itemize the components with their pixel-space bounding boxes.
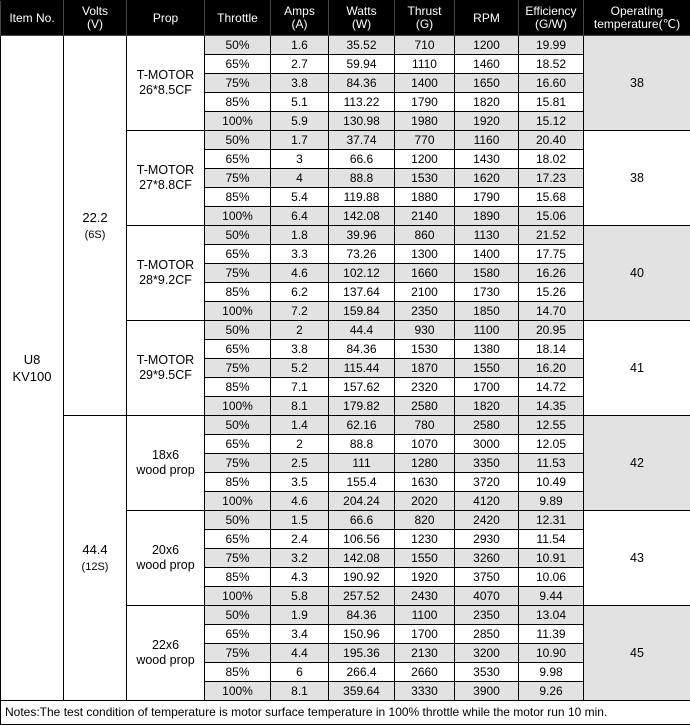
throttle-cell: 65%: [205, 245, 271, 264]
throttle-cell: 100%: [205, 112, 271, 131]
volts-value: 22.2: [82, 209, 108, 225]
temperature-cell: 41: [584, 321, 690, 416]
amps-cell: 5.2: [271, 359, 329, 378]
amps-cell: 2.7: [271, 55, 329, 74]
prop-name: 20x6: [151, 543, 180, 557]
amps-cell: 5.9: [271, 112, 329, 131]
rpm-cell: 1100: [455, 321, 519, 340]
thrust-cell: 1660: [395, 264, 455, 283]
amps-cell: 1.8: [271, 226, 329, 245]
efficiency-cell: 12.05: [519, 435, 584, 454]
watts-cell: 66.6: [329, 511, 395, 530]
efficiency-cell: 17.23: [519, 169, 584, 188]
thrust-cell: 3330: [395, 682, 455, 701]
watts-cell: 84.36: [329, 74, 395, 93]
header-text: Prop: [152, 10, 179, 25]
efficiency-cell: 14.72: [519, 378, 584, 397]
watts-cell: 66.6: [329, 150, 395, 169]
rpm-cell: 1920: [455, 112, 519, 131]
thrust-cell: 1070: [395, 435, 455, 454]
amps-cell: 3: [271, 150, 329, 169]
thrust-cell: 2140: [395, 207, 455, 226]
rpm-cell: 1700: [455, 378, 519, 397]
watts-cell: 113.22: [329, 93, 395, 112]
prop-cell: [127, 511, 205, 606]
volts-cell: [64, 36, 127, 416]
header-text: temperature(℃): [593, 17, 681, 31]
amps-cell: 7.2: [271, 302, 329, 321]
watts-cell: 150.96: [329, 625, 395, 644]
watts-cell: 195.36: [329, 644, 395, 663]
throttle-cell: 65%: [205, 340, 271, 359]
thrust-cell: 1980: [395, 112, 455, 131]
efficiency-cell: 18.14: [519, 340, 584, 359]
prop-name: T-MOTOR: [136, 353, 195, 367]
throttle-cell: 50%: [205, 226, 271, 245]
throttle-cell: 50%: [205, 321, 271, 340]
throttle-cell: 75%: [205, 264, 271, 283]
rpm-cell: 2420: [455, 511, 519, 530]
rpm-cell: 3260: [455, 549, 519, 568]
efficiency-cell: 9.98: [519, 663, 584, 682]
prop-name: 27*8.8CF: [139, 178, 192, 192]
header-temperature: [584, 1, 690, 36]
amps-cell: 1.9: [271, 606, 329, 625]
prop-name: 28*9.2CF: [139, 273, 192, 287]
header-text: Watts: [346, 4, 377, 18]
rpm-cell: 1430: [455, 150, 519, 169]
throttle-cell: 85%: [205, 283, 271, 302]
prop-name: 26*8.5CF: [139, 83, 192, 97]
prop-cell: [127, 226, 205, 321]
amps-cell: 6.2: [271, 283, 329, 302]
efficiency-cell: 15.68: [519, 188, 584, 207]
amps-cell: 6: [271, 663, 329, 682]
amps-cell: 7.1: [271, 378, 329, 397]
throttle-cell: 85%: [205, 378, 271, 397]
thrust-cell: 1280: [395, 454, 455, 473]
efficiency-cell: 17.75: [519, 245, 584, 264]
cell-count: (6S): [84, 228, 106, 241]
volts-cell: [64, 416, 127, 701]
amps-cell: 4.6: [271, 492, 329, 511]
item-no-cell: [1, 36, 64, 701]
thrust-cell: 1790: [395, 93, 455, 112]
amps-cell: 3.8: [271, 340, 329, 359]
efficiency-cell: 21.52: [519, 226, 584, 245]
header-watts: [329, 1, 395, 36]
rpm-cell: 1160: [455, 131, 519, 150]
efficiency-cell: 14.35: [519, 397, 584, 416]
header-text: (G/W): [535, 17, 567, 31]
prop-cell: [127, 416, 205, 511]
thrust-cell: 2320: [395, 378, 455, 397]
rpm-cell: 4120: [455, 492, 519, 511]
prop-cell: [127, 321, 205, 416]
throttle-cell: 75%: [205, 549, 271, 568]
amps-cell: 4.3: [271, 568, 329, 587]
thrust-cell: 1530: [395, 169, 455, 188]
amps-cell: 5.1: [271, 93, 329, 112]
watts-cell: 88.8: [329, 435, 395, 454]
throttle-cell: 65%: [205, 435, 271, 454]
watts-cell: 111: [329, 454, 395, 473]
temperature-cell: 38: [584, 131, 690, 226]
amps-cell: 3.5: [271, 473, 329, 492]
thrust-cell: 1200: [395, 150, 455, 169]
efficiency-cell: 20.95: [519, 321, 584, 340]
header-text: Volts: [81, 4, 108, 18]
amps-cell: 3.8: [271, 74, 329, 93]
watts-cell: 159.84: [329, 302, 395, 321]
thrust-cell: 1920: [395, 568, 455, 587]
efficiency-cell: 9.44: [519, 587, 584, 606]
temperature-cell: 40: [584, 226, 690, 321]
amps-cell: 1.5: [271, 511, 329, 530]
amps-cell: 2: [271, 435, 329, 454]
thrust-cell: 1880: [395, 188, 455, 207]
watts-cell: 115.44: [329, 359, 395, 378]
efficiency-cell: 10.91: [519, 549, 584, 568]
watts-cell: 84.36: [329, 606, 395, 625]
throttle-cell: 85%: [205, 663, 271, 682]
efficiency-cell: 18.02: [519, 150, 584, 169]
thrust-cell: 1300: [395, 245, 455, 264]
amps-cell: 6.4: [271, 207, 329, 226]
notes-row: [1, 701, 690, 725]
watts-cell: 266.4: [329, 663, 395, 682]
rpm-cell: 3350: [455, 454, 519, 473]
watts-cell: 84.36: [329, 340, 395, 359]
table-row: [1, 416, 690, 435]
rpm-cell: 1460: [455, 55, 519, 74]
rpm-cell: 2850: [455, 625, 519, 644]
header-text: Thrust: [407, 4, 442, 18]
rpm-cell: 3750: [455, 568, 519, 587]
header-text: RPM: [473, 10, 500, 25]
watts-cell: 137.64: [329, 283, 395, 302]
thrust-cell: 2580: [395, 397, 455, 416]
thrust-cell: 1400: [395, 74, 455, 93]
thrust-cell: 710: [395, 36, 455, 55]
watts-cell: 62.16: [329, 416, 395, 435]
rpm-cell: 3720: [455, 473, 519, 492]
thrust-cell: 770: [395, 131, 455, 150]
rpm-cell: 3200: [455, 644, 519, 663]
prop-name: T-MOTOR: [136, 258, 195, 272]
throttle-cell: 75%: [205, 74, 271, 93]
efficiency-cell: 13.04: [519, 606, 584, 625]
throttle-cell: 75%: [205, 169, 271, 188]
thrust-cell: 820: [395, 511, 455, 530]
prop-cell: [127, 606, 205, 701]
amps-cell: 5.8: [271, 587, 329, 606]
amps-cell: 8.1: [271, 682, 329, 701]
efficiency-cell: 9.26: [519, 682, 584, 701]
temperature-cell: 45: [584, 606, 690, 701]
item-no-text: U8: [23, 352, 41, 367]
header-text: Throttle: [217, 10, 258, 25]
watts-cell: 39.96: [329, 226, 395, 245]
rpm-cell: 2580: [455, 416, 519, 435]
rpm-cell: 3900: [455, 682, 519, 701]
prop-name: 29*9.5CF: [139, 368, 192, 382]
amps-cell: 2.4: [271, 530, 329, 549]
prop-name: wood prop: [136, 463, 195, 477]
throttle-cell: 100%: [205, 302, 271, 321]
amps-cell: 5.4: [271, 188, 329, 207]
amps-cell: 1.7: [271, 131, 329, 150]
efficiency-cell: 18.52: [519, 55, 584, 74]
rpm-cell: 3530: [455, 663, 519, 682]
header-item-no: [1, 1, 64, 36]
header-text: (V): [87, 17, 103, 31]
watts-cell: 37.74: [329, 131, 395, 150]
efficiency-cell: 14.70: [519, 302, 584, 321]
watts-cell: 59.94: [329, 55, 395, 74]
thrust-cell: 1700: [395, 625, 455, 644]
efficiency-cell: 11.39: [519, 625, 584, 644]
efficiency-cell: 12.55: [519, 416, 584, 435]
thrust-cell: 2430: [395, 587, 455, 606]
header-row: [1, 1, 690, 36]
header-text: (G): [415, 17, 434, 31]
watts-cell: 257.52: [329, 587, 395, 606]
header-text: Amps: [284, 4, 315, 18]
efficiency-cell: 15.26: [519, 283, 584, 302]
watts-cell: 142.08: [329, 549, 395, 568]
prop-cell: [127, 131, 205, 226]
header-amps: [271, 1, 329, 36]
rpm-cell: 1400: [455, 245, 519, 264]
throttle-cell: 75%: [205, 644, 271, 663]
efficiency-cell: 10.90: [519, 644, 584, 663]
throttle-cell: 100%: [205, 397, 271, 416]
throttle-cell: 50%: [205, 416, 271, 435]
efficiency-cell: 15.12: [519, 112, 584, 131]
header-text: Efficiency: [525, 4, 577, 18]
watts-cell: 102.12: [329, 264, 395, 283]
amps-cell: 3.4: [271, 625, 329, 644]
efficiency-cell: 16.26: [519, 264, 584, 283]
prop-name: wood prop: [136, 653, 195, 667]
header-text: (A): [291, 17, 308, 31]
throttle-cell: 85%: [205, 93, 271, 112]
throttle-cell: 75%: [205, 454, 271, 473]
efficiency-cell: 12.31: [519, 511, 584, 530]
throttle-cell: 100%: [205, 587, 271, 606]
rpm-cell: 1890: [455, 207, 519, 226]
volts-value: 44.4: [82, 542, 108, 557]
efficiency-cell: 10.06: [519, 568, 584, 587]
amps-cell: 4.4: [271, 644, 329, 663]
rpm-cell: 1130: [455, 226, 519, 245]
throttle-cell: 85%: [205, 568, 271, 587]
amps-cell: 1.4: [271, 416, 329, 435]
prop-name: T-MOTOR: [136, 68, 195, 82]
watts-cell: 44.4: [329, 321, 395, 340]
rpm-cell: 1380: [455, 340, 519, 359]
watts-cell: 155.4: [329, 473, 395, 492]
watts-cell: 35.52: [329, 36, 395, 55]
throttle-cell: 100%: [205, 207, 271, 226]
thrust-cell: 2350: [395, 302, 455, 321]
watts-cell: 359.64: [329, 682, 395, 701]
amps-cell: 2: [271, 321, 329, 340]
rpm-cell: 1730: [455, 283, 519, 302]
throttle-cell: 50%: [205, 36, 271, 55]
rpm-cell: 1580: [455, 264, 519, 283]
watts-cell: 142.08: [329, 207, 395, 226]
throttle-cell: 75%: [205, 359, 271, 378]
throttle-cell: 65%: [205, 530, 271, 549]
throttle-cell: 100%: [205, 492, 271, 511]
amps-cell: 4: [271, 169, 329, 188]
temperature-cell: 38: [584, 36, 690, 131]
efficiency-cell: 9.89: [519, 492, 584, 511]
header-volts: [64, 1, 127, 36]
rpm-cell: 1820: [455, 397, 519, 416]
thrust-cell: 1630: [395, 473, 455, 492]
amps-cell: 3.3: [271, 245, 329, 264]
amps-cell: 1.6: [271, 36, 329, 55]
cell-count: (12S): [81, 561, 109, 573]
thrust-cell: 1530: [395, 340, 455, 359]
thrust-cell: 1230: [395, 530, 455, 549]
rpm-cell: 1550: [455, 359, 519, 378]
watts-cell: 157.62: [329, 378, 395, 397]
throttle-cell: 65%: [205, 55, 271, 74]
header-text: Operating: [610, 4, 664, 18]
thrust-cell: 780: [395, 416, 455, 435]
efficiency-cell: 20.40: [519, 131, 584, 150]
rpm-cell: 2930: [455, 530, 519, 549]
efficiency-cell: 19.99: [519, 36, 584, 55]
notes-text: Notes:The test condition of temperature is motor surface temperature in 100% throttle while the motor run 10 min.: [1, 701, 690, 725]
thrust-cell: 2100: [395, 283, 455, 302]
watts-cell: 179.82: [329, 397, 395, 416]
rpm-cell: 2350: [455, 606, 519, 625]
header-efficiency: [519, 1, 584, 36]
watts-cell: 106.56: [329, 530, 395, 549]
thrust-cell: 1870: [395, 359, 455, 378]
efficiency-cell: 11.54: [519, 530, 584, 549]
thrust-cell: 1100: [395, 606, 455, 625]
thrust-cell: 2130: [395, 644, 455, 663]
table-footer: [1, 701, 690, 725]
rpm-cell: 1620: [455, 169, 519, 188]
header-rpm: [455, 1, 519, 36]
throttle-cell: 50%: [205, 606, 271, 625]
watts-cell: 73.26: [329, 245, 395, 264]
efficiency-cell: 11.53: [519, 454, 584, 473]
table-header: [1, 1, 690, 36]
thrust-cell: 1110: [395, 55, 455, 74]
thrust-cell: 1550: [395, 549, 455, 568]
efficiency-cell: 15.81: [519, 93, 584, 112]
thrust-cell: 2660: [395, 663, 455, 682]
temperature-cell: 42: [584, 416, 690, 511]
watts-cell: 88.8: [329, 169, 395, 188]
throttle-cell: 50%: [205, 511, 271, 530]
thrust-cell: 860: [395, 226, 455, 245]
header-text: (W): [351, 17, 372, 31]
rpm-cell: 1200: [455, 36, 519, 55]
item-no-text: KV100: [12, 369, 52, 384]
watts-cell: 130.98: [329, 112, 395, 131]
throttle-cell: 100%: [205, 682, 271, 701]
rpm-cell: 1820: [455, 93, 519, 112]
throttle-cell: 85%: [205, 188, 271, 207]
amps-cell: 4.6: [271, 264, 329, 283]
watts-cell: 204.24: [329, 492, 395, 511]
prop-name: wood prop: [136, 558, 195, 572]
amps-cell: 8.1: [271, 397, 329, 416]
table-row: [1, 36, 690, 55]
throttle-cell: 65%: [205, 625, 271, 644]
throttle-cell: 85%: [205, 473, 271, 492]
efficiency-cell: 10.49: [519, 473, 584, 492]
watts-cell: 119.88: [329, 188, 395, 207]
watts-cell: 190.92: [329, 568, 395, 587]
prop-name: 18x6: [151, 448, 180, 462]
throttle-cell: 65%: [205, 150, 271, 169]
efficiency-cell: 16.60: [519, 74, 584, 93]
header-prop: [127, 1, 205, 36]
prop-cell: [127, 36, 205, 131]
amps-cell: 3.2: [271, 549, 329, 568]
temperature-cell: 43: [584, 511, 690, 606]
amps-cell: 2.5: [271, 454, 329, 473]
prop-name: T-MOTOR: [136, 163, 195, 177]
rpm-cell: 1850: [455, 302, 519, 321]
rpm-cell: 4070: [455, 587, 519, 606]
throttle-cell: 50%: [205, 131, 271, 150]
efficiency-cell: 15.06: [519, 207, 584, 226]
thrust-cell: 2020: [395, 492, 455, 511]
efficiency-cell: 16.20: [519, 359, 584, 378]
table-body: [1, 36, 690, 701]
rpm-cell: 1790: [455, 188, 519, 207]
prop-name: 22x6: [151, 638, 180, 652]
thrust-cell: 930: [395, 321, 455, 340]
rpm-cell: 1650: [455, 74, 519, 93]
header-text: Item No.: [9, 10, 55, 25]
rpm-cell: 3000: [455, 435, 519, 454]
header-throttle: [205, 1, 271, 36]
header-thrust: [395, 1, 455, 36]
